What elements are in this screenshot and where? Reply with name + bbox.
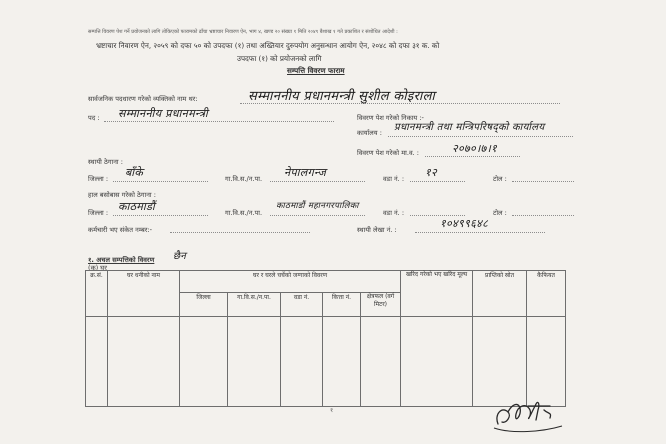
district-value: बाँके: [125, 166, 144, 179]
tole2-label: टोल :: [493, 209, 507, 217]
sub-ward-header: वडा नं.: [281, 293, 323, 317]
signature-image: [492, 394, 564, 434]
form-title: सम्पत्ति विवरण फाराम: [287, 66, 345, 75]
col-remarks-header: कैफियत: [527, 271, 566, 317]
current-address-label: हाल बसोबास गरेको ठेगाना :: [88, 191, 156, 199]
sub-vdc-header: गा.वि.स./न.पा.: [228, 293, 281, 317]
vdc-label: गा.वि.स./न.पा.: [225, 175, 263, 183]
district-dotted-line: [113, 181, 208, 182]
name-value: सम्माननीय प्रधानमन्त्री सुशील कोइराला: [248, 89, 436, 104]
col-location-header: घर र घरले चर्चेको जग्गाको विवरण: [180, 271, 401, 293]
vdc2-dotted-line: [270, 215, 365, 216]
table-cell: [228, 317, 281, 407]
district2-dotted-line: [113, 215, 208, 216]
col-sn-header: क्र.सं.: [86, 271, 108, 317]
permanent-acc-value: १०४९९६४८: [440, 217, 489, 230]
sub-area-header: क्षेत्रफल (वर्ग मिटर): [361, 293, 401, 317]
ward-label: वडा नं. :: [383, 175, 405, 183]
district2-label: जिल्ला :: [88, 209, 109, 217]
sub-district-header: जिल्ला: [180, 293, 228, 317]
office-dotted-line: [388, 136, 573, 137]
table-cell: [180, 317, 228, 407]
permanent-address-label: स्थायी ठेगाना :: [88, 158, 123, 166]
vdc2-label: गा.वि.स./न.पा.: [225, 209, 263, 217]
district2-value: काठमाडौं: [118, 200, 156, 213]
name-label: सार्वजनिक पदधारण गरेको व्यक्तिको नाम थर:: [88, 95, 198, 103]
table-cell: [108, 317, 180, 407]
col-owner-header: घर धनीको नाम: [108, 271, 180, 317]
ward-dotted-line: [410, 181, 465, 182]
office-label: कार्यालय :: [357, 129, 382, 137]
table-cell: [86, 317, 108, 407]
tole-label: टोल :: [493, 175, 507, 183]
subsection-label: (क) घर: [88, 264, 107, 272]
page-number: १: [330, 407, 334, 414]
permanent-acc-label: स्थायी लेखा नं. :: [357, 226, 397, 234]
district-label: जिल्ला :: [88, 175, 109, 183]
office-body-label: विवरण पेश गरेको निकाय :-: [357, 114, 424, 122]
sub-kitta-header: कित्ता नं.: [323, 293, 361, 317]
date-dotted-line: [425, 156, 520, 157]
post-label: पद :: [88, 114, 100, 122]
ward-value: १२: [425, 166, 438, 179]
tole2-dotted-line: [512, 215, 574, 216]
section-handwritten-note: छैन: [173, 251, 187, 262]
intro-line-2: उपदफा (१) को प्रयोजनको लागि: [237, 54, 322, 63]
table-cell: [473, 317, 527, 407]
table-cell: [361, 317, 401, 407]
date-label: विवरण पेश गरेको मा.व. :: [357, 149, 420, 157]
date-value: २०७०।७।१: [452, 142, 498, 155]
table-cell: [323, 317, 361, 407]
house-details-table: [85, 270, 566, 407]
employee-no-label: कर्मचारी भए संकेत नम्बर:-: [88, 226, 153, 234]
office-value: प्रधानमन्त्री तथा मन्त्रिपरिषद्को कार्यालय: [394, 122, 545, 133]
table-cell: [281, 317, 323, 407]
table-header-row: [86, 271, 566, 293]
vdc-dotted-line: [270, 181, 365, 182]
vdc-value: नेपालगन्ज: [284, 166, 327, 179]
post-value: सम्माननीय प्रधानमन्त्री: [118, 107, 209, 120]
table-cell: [401, 317, 473, 407]
table-cell: [527, 317, 566, 407]
section-title: १. अचल सम्पत्तिको विवरण: [88, 256, 155, 264]
tole-dotted-line: [512, 181, 574, 182]
vdc2-value: काठमाडौं महानगरपालिका: [276, 201, 359, 211]
post-dotted-line: [104, 121, 334, 122]
table-row: [86, 317, 566, 407]
ward2-label: वडा नं. :: [383, 209, 405, 217]
col-price-header: खरिद गरेको भए खरिद मूल्य: [401, 271, 473, 317]
top-note: सम्पत्ति विवरण पेश गर्ने प्रयोजनको लागि तोकिएको फारामको ढाँचा भ्रष्टाचार निवारण ऐन, भाग ४, खण्ड २० संख्या १ मिति २०४९ बैशाख १ गते प्रकाशित र संशोधित आदेशी :: [88, 29, 398, 35]
employee-no-dotted-line: [170, 232, 310, 233]
col-source-header: प्राप्तिको स्रोत: [473, 271, 527, 317]
permanent-acc-dotted-line: [415, 232, 545, 233]
intro-line-1: भ्रष्टाचार निवारण ऐन, २०५९ को दफा ५० को उपदफा (१) तथा अख्तियार दुरुपयोग अनुसन्धान आयोग ऐन, २०४८ को दफा ३१ क. को: [96, 41, 440, 50]
